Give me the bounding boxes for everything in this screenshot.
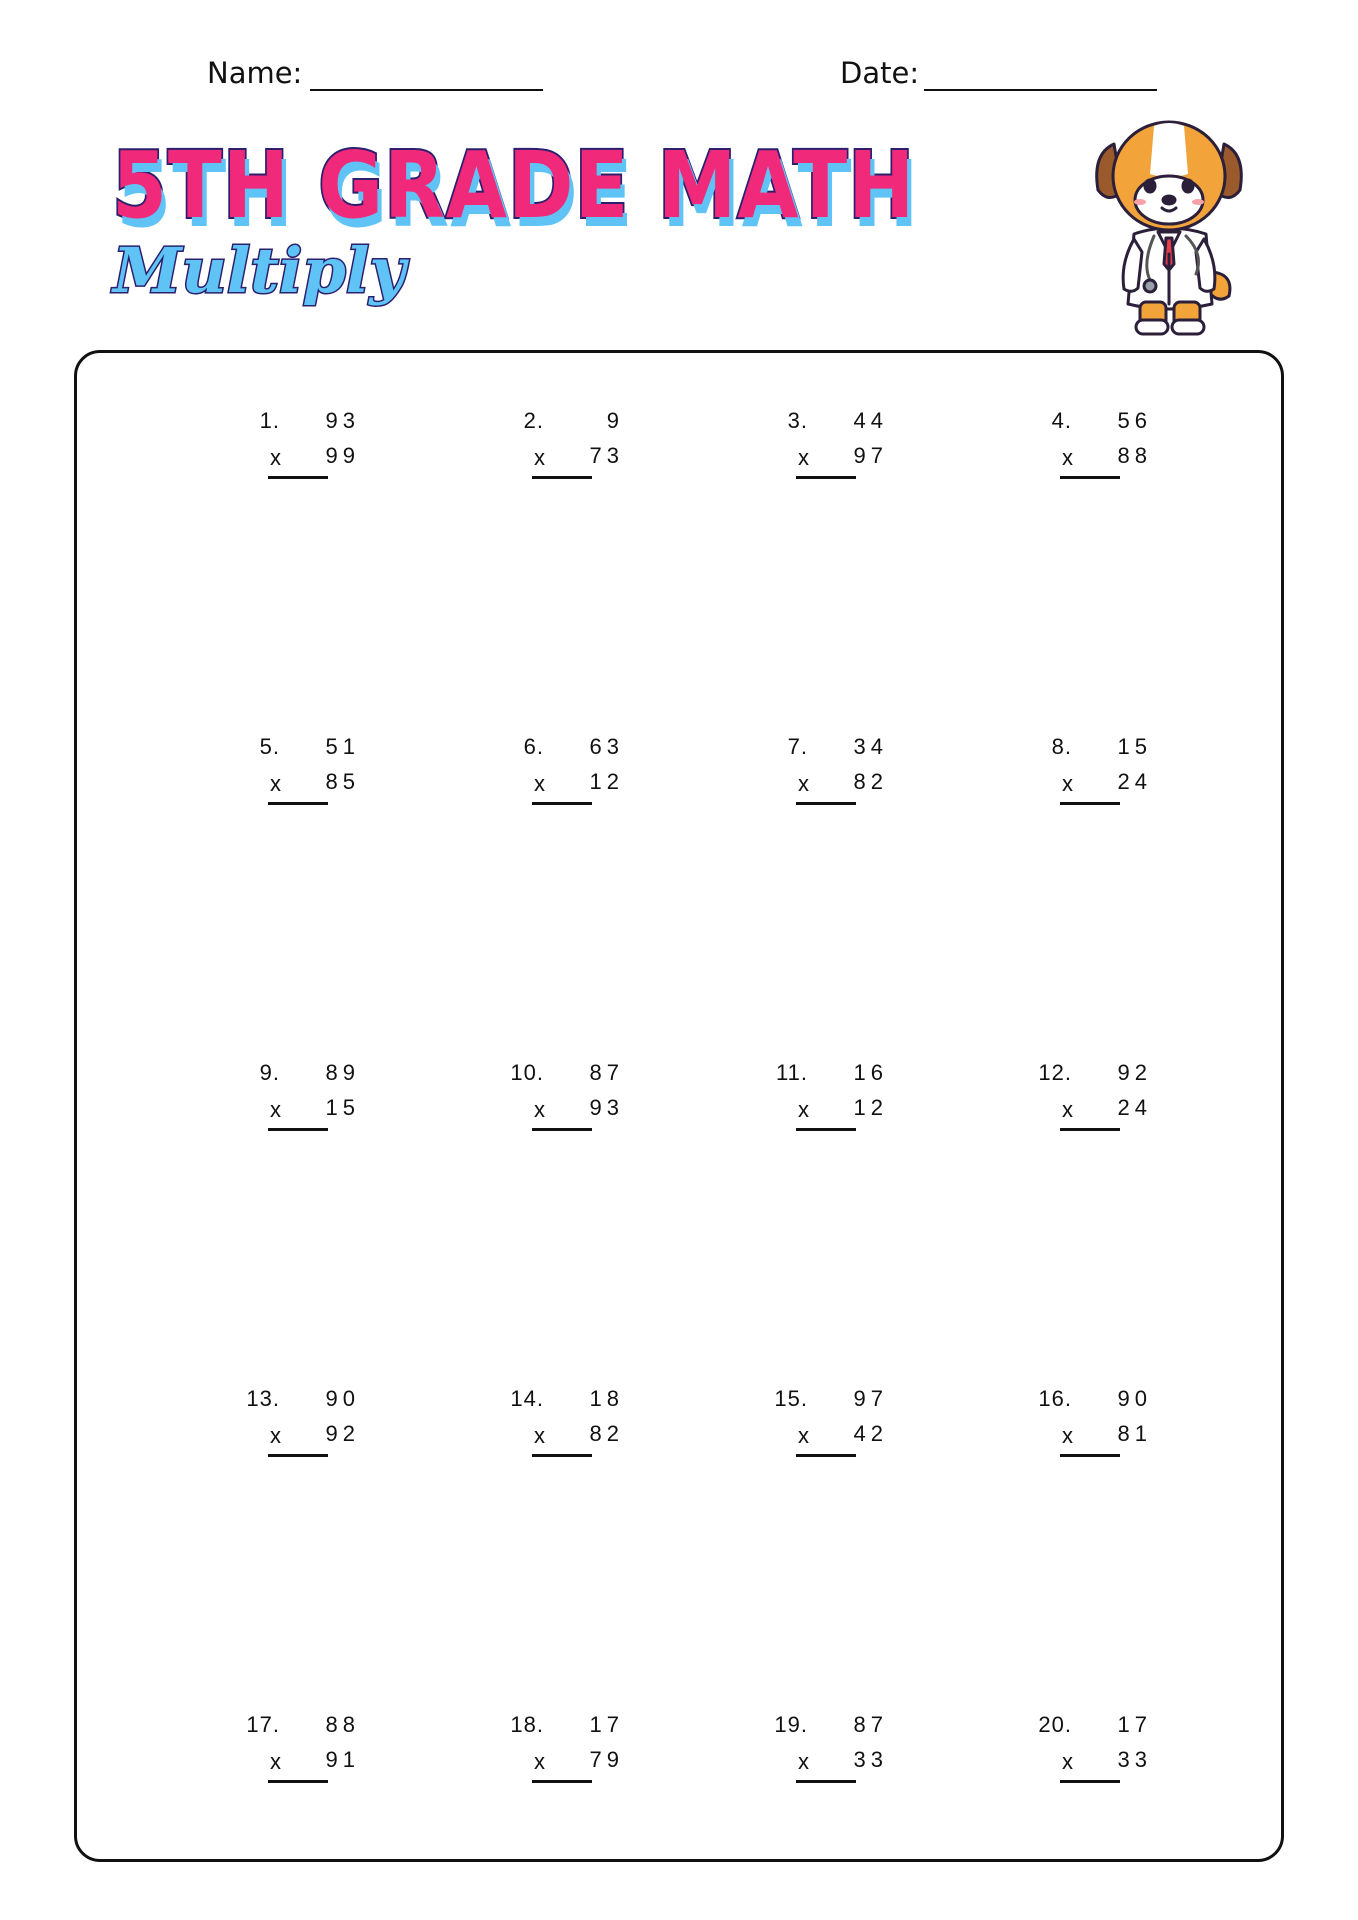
times-operator: x [1062, 1749, 1073, 1774]
name-field[interactable] [310, 89, 543, 91]
times-operator: x [798, 1749, 809, 1774]
problem-number: 13. [246, 1386, 280, 1411]
multiplicand: 63 [589, 734, 624, 759]
problem-number: 16. [1038, 1386, 1072, 1411]
problem-5 [242, 734, 362, 804]
times-operator: x [270, 1423, 281, 1448]
multiplier: 12 [589, 769, 624, 794]
multiplicand: 87 [589, 1060, 624, 1085]
answer-line[interactable] [1060, 1128, 1120, 1131]
problem-number: 20. [1038, 1712, 1072, 1737]
name-label: Name: [207, 56, 303, 90]
problem-1 [242, 408, 362, 478]
problem-number: 5. [259, 734, 280, 759]
multiplier: 81 [1117, 1421, 1152, 1446]
times-operator: x [534, 1097, 545, 1122]
answer-line[interactable] [268, 1128, 328, 1131]
problem-9 [242, 1060, 362, 1130]
multiplicand: 56 [1117, 408, 1152, 433]
times-operator: x [1062, 771, 1073, 796]
answer-line[interactable] [796, 1128, 856, 1131]
multiplier: 99 [325, 443, 360, 468]
multiplicand: 97 [853, 1386, 888, 1411]
answer-line[interactable] [532, 1454, 592, 1457]
problem-18 [506, 1712, 626, 1782]
multiplier: 85 [325, 769, 360, 794]
times-operator: x [798, 1423, 809, 1448]
times-operator: x [798, 445, 809, 470]
problem-17 [242, 1712, 362, 1782]
problem-number: 18. [510, 1712, 544, 1737]
times-operator: x [534, 1749, 545, 1774]
date-label: Date: [840, 56, 920, 90]
multiplier: 73 [589, 443, 624, 468]
multiplicand: 17 [589, 1712, 624, 1737]
problem-2 [506, 408, 626, 478]
times-operator: x [270, 1097, 281, 1122]
multiplicand: 87 [853, 1712, 888, 1737]
times-operator: x [798, 1097, 809, 1122]
answer-line[interactable] [1060, 476, 1120, 479]
problem-number: 14. [510, 1386, 544, 1411]
answer-line[interactable] [1060, 802, 1120, 805]
multiplicand: 90 [1117, 1386, 1152, 1411]
times-operator: x [534, 445, 545, 470]
problem-12 [1034, 1060, 1154, 1130]
answer-line[interactable] [796, 1780, 856, 1783]
answer-line[interactable] [268, 802, 328, 805]
times-operator: x [270, 771, 281, 796]
problem-number: 1. [259, 408, 280, 433]
answer-line[interactable] [532, 802, 592, 805]
problem-6 [506, 734, 626, 804]
problem-number: 12. [1038, 1060, 1072, 1085]
answer-line[interactable] [796, 476, 856, 479]
multiplicand: 93 [325, 408, 360, 433]
problem-number: 19. [774, 1712, 808, 1737]
problem-7 [770, 734, 890, 804]
date-field[interactable] [924, 89, 1157, 91]
times-operator: x [534, 1423, 545, 1448]
problem-number: 15. [774, 1386, 808, 1411]
multiplier: 24 [1117, 769, 1152, 794]
multiplier: 15 [325, 1095, 360, 1120]
times-operator: x [1062, 445, 1073, 470]
problem-number: 17. [246, 1712, 280, 1737]
multiplicand: 51 [325, 734, 360, 759]
multiplier: 24 [1117, 1095, 1152, 1120]
answer-line[interactable] [532, 1780, 592, 1783]
multiplier: 33 [853, 1747, 888, 1772]
times-operator: x [270, 445, 281, 470]
page-subtitle: Multiply [113, 234, 406, 307]
multiplier: 79 [589, 1747, 624, 1772]
answer-line[interactable] [532, 476, 592, 479]
multiplicand: 15 [1117, 734, 1152, 759]
times-operator: x [798, 771, 809, 796]
multiplier: 88 [1117, 443, 1152, 468]
problem-number: 2. [523, 408, 544, 433]
problem-number: 10. [510, 1060, 544, 1085]
problem-number: 4. [1051, 408, 1072, 433]
multiplicand: 44 [853, 408, 888, 433]
problem-number: 3. [787, 408, 808, 433]
multiplicand: 89 [325, 1060, 360, 1085]
answer-line[interactable] [532, 1128, 592, 1131]
problem-15 [770, 1386, 890, 1456]
multiplier: 82 [589, 1421, 624, 1446]
multiplier: 82 [853, 769, 888, 794]
answer-line[interactable] [268, 1454, 328, 1457]
multiplier: 12 [853, 1095, 888, 1120]
multiplicand: 18 [589, 1386, 624, 1411]
problem-16 [1034, 1386, 1154, 1456]
answer-line[interactable] [796, 802, 856, 805]
problem-number: 8. [1051, 734, 1072, 759]
dog-doctor-icon [1084, 104, 1254, 340]
multiplicand: 90 [325, 1386, 360, 1411]
multiplier: 92 [325, 1421, 360, 1446]
multiplier: 91 [325, 1747, 360, 1772]
problem-19 [770, 1712, 890, 1782]
problem-20 [1034, 1712, 1154, 1782]
multiplicand: 16 [853, 1060, 888, 1085]
page-title: 5TH GRADE MATH [112, 132, 916, 239]
multiplier: 42 [853, 1421, 888, 1446]
multiplier: 97 [853, 443, 888, 468]
problem-number: 11. [776, 1060, 808, 1085]
multiplicand: 17 [1117, 1712, 1152, 1737]
multiplier: 93 [589, 1095, 624, 1120]
times-operator: x [1062, 1423, 1073, 1448]
problem-14 [506, 1386, 626, 1456]
multiplicand: 88 [325, 1712, 360, 1737]
problem-3 [770, 408, 890, 478]
problem-13 [242, 1386, 362, 1456]
multiplier: 33 [1117, 1747, 1152, 1772]
problem-11 [770, 1060, 890, 1130]
problem-8 [1034, 734, 1154, 804]
answer-line[interactable] [1060, 1780, 1120, 1783]
times-operator: x [270, 1749, 281, 1774]
problem-number: 6. [523, 734, 544, 759]
answer-line[interactable] [268, 1780, 328, 1783]
multiplicand: 34 [853, 734, 888, 759]
answer-line[interactable] [796, 1454, 856, 1457]
times-operator: x [1062, 1097, 1073, 1122]
problem-4 [1034, 408, 1154, 478]
problem-number: 7. [787, 734, 808, 759]
answer-line[interactable] [268, 476, 328, 479]
problem-10 [506, 1060, 626, 1130]
multiplicand: 9 [606, 408, 624, 433]
multiplicand: 92 [1117, 1060, 1152, 1085]
times-operator: x [534, 771, 545, 796]
problem-number: 9. [259, 1060, 280, 1085]
answer-line[interactable] [1060, 1454, 1120, 1457]
